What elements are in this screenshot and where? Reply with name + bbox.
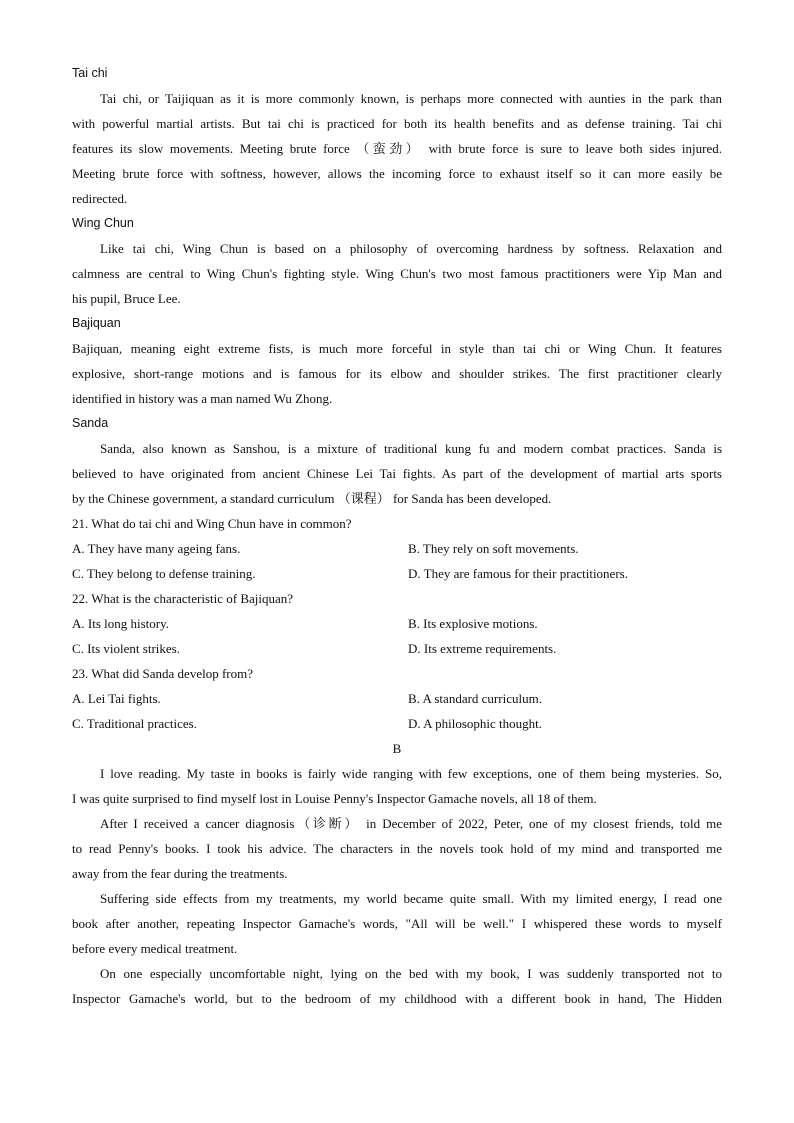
- option-c: C. Its violent strikes.: [72, 641, 180, 656]
- question-23-options-row: [72, 711, 722, 736]
- question-21-options-row: [72, 536, 722, 561]
- paragraph-line: to read Penny's books. I took his advice. The characters in the novels took hold of my mind and transported me: [72, 841, 722, 856]
- paragraph-line: features its slow movements. Meeting brute force （蛮劲） with brute force is sure to leave both sides injured.: [72, 141, 722, 156]
- heading-tai-chi: Tai chi: [72, 66, 108, 80]
- paragraph-line: redirected.: [72, 191, 128, 206]
- paragraph-line: his pupil, Bruce Lee.: [72, 291, 181, 306]
- paragraph-line: explosive, short-range motions and is famous for its elbow and shoulder strikes. The first practitioner clearly: [72, 366, 722, 381]
- heading-bajiquan: Bajiquan: [72, 316, 121, 330]
- question-21-options-row: [72, 561, 722, 586]
- paragraph-line: before every medical treatment.: [72, 941, 238, 956]
- question-21-stem: 21. What do tai chi and Wing Chun have in common?: [72, 516, 352, 531]
- paragraph-line: away from the fear during the treatments.: [72, 866, 288, 881]
- paragraph-line: On one especially uncomfortable night, lying on the bed with my book, I was suddenly transported not to: [100, 966, 722, 981]
- option-d: D. Its extreme requirements.: [408, 641, 557, 656]
- heading-wing-chun: Wing Chun: [72, 216, 134, 230]
- paragraph-line: calmness are central to Wing Chun's fighting style. Wing Chun's two most famous practitioners were Yip Man and: [72, 266, 722, 281]
- paragraph-line: identified in history was a man named Wu Zhong.: [72, 391, 333, 406]
- option-b: B. A standard curriculum.: [408, 691, 542, 706]
- paragraph-line: After I received a cancer diagnosis（诊断） in December of 2022, Peter, one of my closest friends, told me: [100, 816, 722, 831]
- section-b-title: B: [392, 741, 402, 756]
- document-page: [72, 61, 722, 1011]
- paragraph-line: believed to have originated from ancient Chinese Lei Tai fights. As part of the development of martial arts sports: [72, 466, 722, 481]
- option-b: B. They rely on soft movements.: [408, 541, 579, 556]
- paragraph-line: by the Chinese government, a standard curriculum （课程） for Sanda has been developed.: [72, 491, 552, 506]
- paragraph-line: I was quite surprised to find myself lost in Louise Penny's Inspector Gamache novels, all 18 of them.: [72, 791, 597, 806]
- question-22-options-row: [72, 636, 722, 661]
- option-a: A. They have many ageing fans.: [72, 541, 241, 556]
- question-23-stem: 23. What did Sanda develop from?: [72, 666, 253, 681]
- option-d: D. A philosophic thought.: [408, 716, 542, 731]
- option-a: A. Lei Tai fights.: [72, 691, 161, 706]
- paragraph-line: Inspector Gamache's world, but to the bedroom of my childhood with a different book in hand, The Hidden: [72, 991, 722, 1006]
- paragraph-line: Like tai chi, Wing Chun is based on a philosophy of overcoming hardness by softness. Relaxation and: [100, 241, 722, 256]
- paragraph-line: with powerful martial artists. But tai chi is practiced for both its health benefits and as defense training. Tai chi: [72, 116, 722, 131]
- paragraph-line: Bajiquan, meaning eight extreme fists, is much more forceful in style than tai chi or Wing Chun. It features: [72, 341, 722, 356]
- option-d: D. They are famous for their practitioners.: [408, 566, 628, 581]
- paragraph-line: I love reading. My taste in books is fairly wide ranging with few exceptions, one of them being mysteries. So,: [100, 766, 722, 781]
- paragraph-line: Suffering side effects from my treatments, my world became quite small. With my limited energy, I read one: [100, 891, 722, 906]
- paragraph-line: book after another, repeating Inspector Gamache's words, "All will be well." I whispered these words to myself: [72, 916, 722, 931]
- paragraph-line: Tai chi, or Taijiquan as it is more commonly known, is perhaps more connected with aunties in the park than: [100, 91, 722, 106]
- option-a: A. Its long history.: [72, 616, 170, 631]
- question-22-options-row: [72, 611, 722, 636]
- paragraph-line: Meeting brute force with softness, however, allows the incoming force to exhaust itself so it can more easily be: [72, 166, 722, 181]
- option-b: B. Its explosive motions.: [408, 616, 538, 631]
- option-c: C. They belong to defense training.: [72, 566, 256, 581]
- option-c: C. Traditional practices.: [72, 716, 197, 731]
- question-23-options-row: [72, 686, 722, 711]
- paragraph-line: Sanda, also known as Sanshou, is a mixture of traditional kung fu and modern combat practices. Sanda is: [100, 441, 722, 456]
- heading-sanda: Sanda: [72, 416, 109, 430]
- question-22-stem: 22. What is the characteristic of Bajiquan?: [72, 591, 294, 606]
